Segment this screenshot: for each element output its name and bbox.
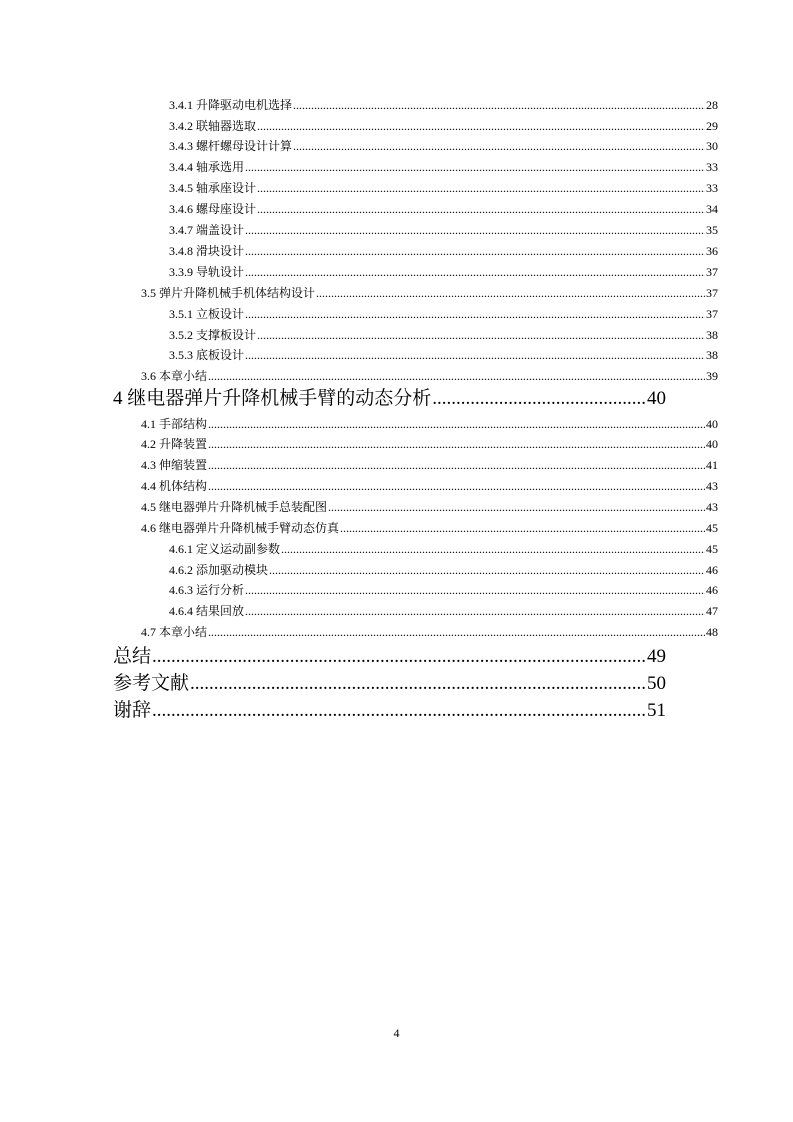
toc-entry-label: 4 继电器弹片升降机械手臂的动态分析 bbox=[113, 388, 432, 409]
toc-entry-page: 34 bbox=[706, 202, 718, 216]
toc-entry-page: 51 bbox=[647, 700, 666, 721]
toc-entry-label: 3.4.5 轴承座设计 bbox=[169, 181, 257, 195]
toc-entry-label: 3.4.1 升降驱动电机选择 bbox=[169, 98, 293, 112]
toc-entry-page: 43 bbox=[706, 479, 718, 493]
toc-dot-leader bbox=[257, 201, 705, 217]
toc-dot-leader bbox=[208, 457, 705, 473]
toc-dot-leader bbox=[208, 624, 705, 640]
toc-entry-label: 4.5 继电器弹片升降机械手总装配图 bbox=[141, 500, 328, 514]
toc-entry[interactable] bbox=[141, 520, 718, 536]
toc-entry[interactable] bbox=[169, 603, 718, 619]
toc-entry-page: 39 bbox=[706, 369, 718, 383]
toc-entry-page: 33 bbox=[706, 181, 718, 195]
toc-entry-label: 3.5.2 支撑板设计 bbox=[169, 328, 257, 342]
toc-entry-page: 47 bbox=[706, 604, 718, 618]
toc-entry-page: 40 bbox=[706, 417, 718, 431]
toc-entry-label: 谢辞 bbox=[113, 700, 152, 721]
toc-entry-page: 48 bbox=[706, 625, 718, 639]
toc-entry[interactable] bbox=[169, 201, 718, 217]
toc-entry-page: 37 bbox=[706, 265, 718, 279]
toc-dot-leader bbox=[208, 416, 705, 432]
toc-dot-leader bbox=[293, 97, 705, 113]
page-number: 4 bbox=[393, 1026, 400, 1040]
toc-entry-label: 参考文献 bbox=[113, 673, 190, 694]
toc-dot-leader bbox=[245, 582, 705, 598]
toc-entry[interactable] bbox=[141, 478, 718, 494]
toc-entry-label: 3.4.8 滑块设计 bbox=[169, 244, 245, 258]
toc-entry-label: 4.4 机体结构 bbox=[141, 479, 208, 493]
toc-entry[interactable] bbox=[169, 347, 718, 363]
toc-entry-page: 46 bbox=[706, 563, 718, 577]
toc-entry-label: 4.6.1 定义运动副参数 bbox=[169, 542, 281, 556]
toc-dot-leader bbox=[245, 243, 705, 259]
toc-entry-page: 29 bbox=[706, 119, 718, 133]
toc-entry[interactable] bbox=[169, 264, 718, 280]
toc-entry-page: 46 bbox=[706, 583, 718, 597]
toc-entry-label: 4.2 升降装置 bbox=[141, 437, 208, 451]
toc-entry-page: 50 bbox=[647, 673, 666, 694]
toc-entry-label: 3.4.6 螺母座设计 bbox=[169, 202, 257, 216]
toc-entry[interactable] bbox=[169, 138, 718, 154]
toc-entry[interactable] bbox=[113, 672, 666, 696]
toc-entry-page: 38 bbox=[706, 328, 718, 342]
toc-entry[interactable] bbox=[169, 243, 718, 259]
toc-entry-label: 3.3.9 导轨设计 bbox=[169, 265, 245, 279]
toc-entry[interactable] bbox=[113, 645, 666, 669]
toc-entry[interactable] bbox=[169, 562, 718, 578]
toc-entry-page: 35 bbox=[706, 223, 718, 237]
toc-entry-page: 45 bbox=[706, 542, 718, 556]
toc-entry-page: 37 bbox=[706, 307, 718, 321]
toc-entry-page: 33 bbox=[706, 160, 718, 174]
toc-dot-leader bbox=[208, 436, 705, 452]
toc-entry-page: 37 bbox=[706, 286, 718, 300]
toc-dot-leader bbox=[245, 222, 705, 238]
toc-entry-label: 3.5.1 立板设计 bbox=[169, 307, 245, 321]
toc-entry[interactable] bbox=[113, 387, 666, 411]
toc-dot-leader bbox=[245, 603, 705, 619]
toc-entry[interactable] bbox=[141, 285, 718, 301]
toc-entry[interactable] bbox=[141, 436, 718, 452]
toc-dot-leader bbox=[316, 285, 705, 301]
toc-entry-label: 3.4.7 端盖设计 bbox=[169, 223, 245, 237]
toc-entry[interactable] bbox=[169, 582, 718, 598]
toc-dot-leader bbox=[293, 138, 705, 154]
toc-entry-page: 28 bbox=[706, 98, 718, 112]
toc-entry[interactable] bbox=[169, 159, 718, 175]
toc-entry[interactable] bbox=[169, 327, 718, 343]
toc-dot-leader bbox=[245, 159, 705, 175]
toc-entry-label: 3.5.3 底板设计 bbox=[169, 348, 245, 362]
toc-entry[interactable] bbox=[169, 180, 718, 196]
toc-entry-label: 4.3 伸缩装置 bbox=[141, 458, 208, 472]
toc-entry-page: 36 bbox=[706, 244, 718, 258]
toc-entry-page: 45 bbox=[706, 521, 718, 535]
toc-dot-leader bbox=[245, 306, 705, 322]
toc-dot-leader bbox=[257, 118, 705, 134]
toc-entry[interactable] bbox=[169, 97, 718, 113]
toc-entry-label: 4.6 继电器弹片升降机械手臂动态仿真 bbox=[141, 521, 340, 535]
toc-entry[interactable] bbox=[141, 624, 718, 640]
toc-dot-leader bbox=[208, 368, 705, 384]
toc-dot-leader bbox=[340, 520, 705, 536]
toc-dot-leader bbox=[190, 672, 646, 696]
toc-entry-label: 3.4.4 轴承选用 bbox=[169, 160, 245, 174]
toc-dot-leader bbox=[245, 264, 705, 280]
toc-entry[interactable] bbox=[141, 416, 718, 432]
toc-dot-leader bbox=[328, 499, 705, 515]
toc-dot-leader bbox=[257, 327, 705, 343]
toc-dot-leader bbox=[208, 478, 705, 494]
toc-entry-page: 30 bbox=[706, 139, 718, 153]
toc-dot-leader bbox=[257, 180, 705, 196]
toc-entry-label: 3.4.2 联轴器选取 bbox=[169, 119, 257, 133]
toc-entry[interactable] bbox=[141, 499, 718, 515]
toc-dot-leader bbox=[245, 347, 705, 363]
toc-entry-label: 4.1 手部结构 bbox=[141, 417, 208, 431]
toc-dot-leader bbox=[269, 562, 705, 578]
toc-entry-label: 4.6.4 结果回放 bbox=[169, 604, 245, 618]
toc-entry-label: 3.6 本章小结 bbox=[141, 369, 208, 383]
toc-entry-label: 总结 bbox=[113, 646, 152, 667]
toc-entry-page: 40 bbox=[706, 437, 718, 451]
toc-entry-label: 3.4.3 螺杆螺母设计计算 bbox=[169, 139, 293, 153]
toc-entry[interactable] bbox=[169, 541, 718, 557]
toc-dot-leader bbox=[432, 387, 646, 411]
toc-dot-leader bbox=[152, 645, 646, 669]
toc-entry-page: 41 bbox=[706, 458, 718, 472]
toc-entry-label: 4.7 本章小结 bbox=[141, 625, 208, 639]
toc-entry-page: 43 bbox=[706, 500, 718, 514]
toc-dot-leader bbox=[152, 699, 646, 723]
toc-entry-label: 4.6.3 运行分析 bbox=[169, 583, 245, 597]
toc-entry[interactable] bbox=[141, 368, 718, 384]
toc-entry-page: 38 bbox=[706, 348, 718, 362]
toc-entry[interactable] bbox=[169, 222, 718, 238]
toc-dot-leader bbox=[281, 541, 705, 557]
toc-entry-label: 4.6.2 添加驱动模块 bbox=[169, 563, 269, 577]
toc-entry-label: 3.5 弹片升降机械手机体结构设计 bbox=[141, 286, 316, 300]
toc-entry[interactable] bbox=[113, 699, 666, 723]
toc-entry-page: 40 bbox=[647, 388, 666, 409]
toc-entry[interactable] bbox=[169, 306, 718, 322]
toc-entry-page: 49 bbox=[647, 646, 666, 667]
toc-entry[interactable] bbox=[169, 118, 718, 134]
toc-entry[interactable] bbox=[141, 457, 718, 473]
